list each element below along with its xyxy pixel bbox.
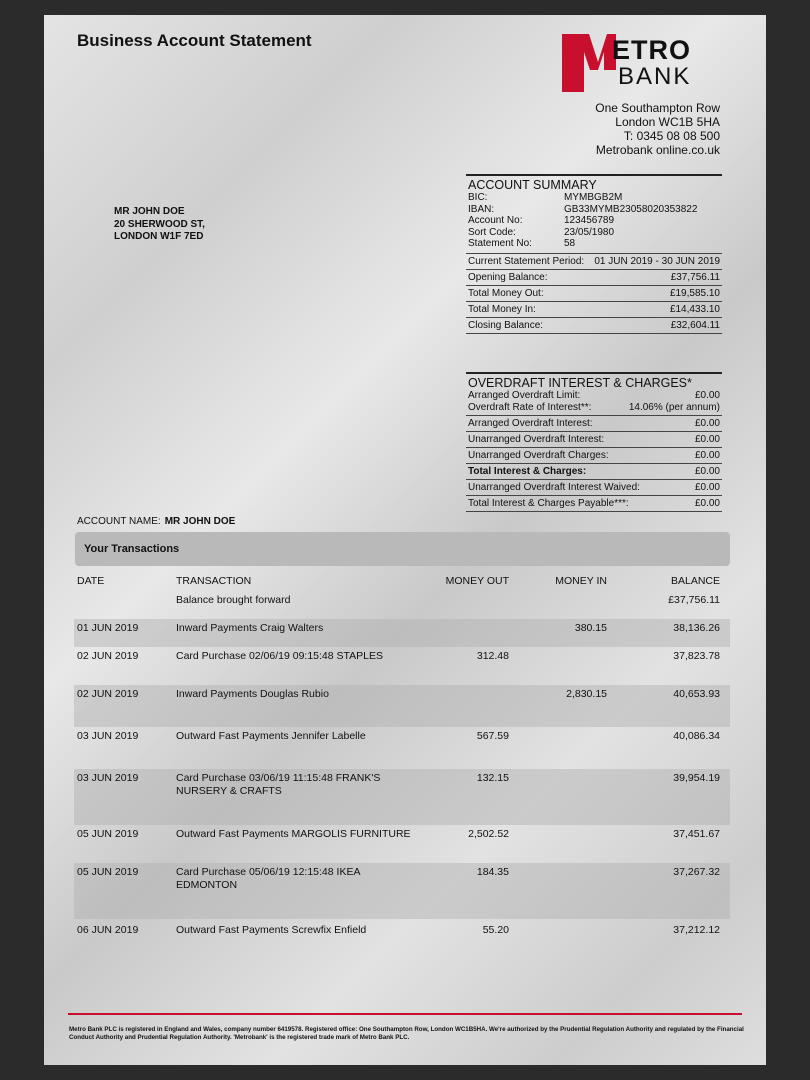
row-balance: 37,823.78 [673,650,720,662]
row-money-out: 567.59 [476,730,509,742]
table-header [74,571,730,591]
logo-text-bottom: BANK [618,63,692,90]
summary-row [466,253,722,270]
logo-text-top: ETRO [612,35,692,65]
account-summary [466,174,722,334]
row-money-out: 312.48 [476,650,509,662]
overdraft-charges [466,372,722,512]
summary-value: £19,585.10 [669,287,720,299]
summary-row [466,286,722,302]
column-header-money-out: MONEY OUT [445,575,509,587]
column-header-balance: BALANCE [670,575,720,587]
bank-address [595,101,720,157]
row-date [74,594,176,619]
overdraft-limit-label: Arranged Overdraft Limit: [468,390,581,401]
detail-value: MYMBGB2M [564,192,623,203]
row-date: 05 JUN 2019 [77,866,139,878]
detail-value: 123456789 [564,215,615,226]
customer-city: LONDON W1F 7ED [114,231,204,242]
row-balance: 39,954.19 [673,772,720,784]
row-money-in [509,730,607,769]
overdraft-value: £0.00 [694,498,720,509]
overdraft-row [466,496,722,512]
row-money-out: 2,502.52 [468,828,509,840]
row-description: Outward Fast Payments Screwfix Enfield [176,924,367,936]
overdraft-row [466,480,722,496]
overdraft-limit-value: £0.00 [694,390,720,401]
summary-label: Closing Balance: [468,319,544,331]
row-description: Outward Fast Payments MARGOLIS FURNITURE [176,828,411,840]
metro-m-logo-mark [562,30,616,92]
summary-detail [466,227,722,239]
row-money-in [509,924,607,949]
summary-detail [466,192,722,204]
row-description: Card Purchase 02/06/19 09:15:48 STAPLES [176,650,384,662]
customer-name: MR JOHN DOE [114,206,185,217]
detail-label: BIC: [468,192,488,203]
overdraft-value: £0.00 [694,466,720,477]
table-row [74,619,730,647]
summary-value: £37,756.11 [670,271,720,283]
row-money-in [509,772,607,825]
table-row [74,685,730,727]
account-name-label: ACCOUNT NAME: [77,516,161,527]
table-row [74,769,730,825]
summary-detail [466,238,722,250]
row-money-in [509,828,607,863]
detail-value: 23/05/1980 [564,226,615,238]
detail-label: Account No: [468,215,523,226]
summary-detail [466,204,722,216]
summary-label: Total Money Out: [468,287,544,299]
detail-label: IBAN: [468,203,495,215]
row-balance: 40,653.93 [673,688,720,700]
overdraft-label: Unarranged Overdraft Interest: [468,434,605,445]
table-row [74,727,730,769]
overdraft-label: Unarranged Overdraft Interest Waived: [468,482,640,493]
overdraft-row [466,415,722,432]
row-money-in: 380.15 [574,622,607,634]
bank-address-line: One Southampton Row [595,101,720,115]
row-date: 02 JUN 2019 [77,650,139,662]
overdraft-value: £0.00 [694,450,720,461]
row-description: Inward Payments Douglas Rubio [176,688,329,700]
row-money-out [411,688,509,727]
row-balance: 38,136.26 [673,622,720,634]
bank-phone: T: 0345 08 08 500 [623,129,720,143]
column-header-money-in: MONEY IN [555,575,607,587]
row-date: 03 JUN 2019 [77,772,139,784]
summary-label: Current Statement Period: [468,255,585,267]
table-row [74,863,730,919]
account-name [77,516,235,527]
row-description: Card Purchase 03/06/19 11:15:48 FRANK'S NURSERY & CRAFTS [176,772,381,797]
bank-address-line: London WC1B 5HA [615,115,720,129]
document-title: Business Account Statement [77,31,312,50]
overdraft-heading: OVERDRAFT INTEREST & CHARGES* [466,372,722,390]
summary-detail [466,215,722,227]
row-date: 06 JUN 2019 [77,924,139,936]
account-name-value: MR JOHN DOE [164,516,236,527]
table-row [74,647,730,685]
detail-value: GB33MYMB23058020353822 [564,203,698,215]
row-money-out: 132.15 [476,772,509,784]
row-money-in: 2,830.15 [566,688,607,700]
row-date: 02 JUN 2019 [77,688,139,700]
account-summary-heading: ACCOUNT SUMMARY [466,174,722,192]
statement-page [44,15,766,1065]
column-header-transaction: TRANSACTION [176,575,252,587]
row-money-out: 184.35 [476,866,509,878]
row-money-in [509,866,607,919]
overdraft-label: Total Interest & Charges Payable***: [468,498,629,509]
table-row [74,825,730,863]
row-description: Card Purchase 05/06/19 12:15:48 IKEA EDMONTON [176,866,360,891]
overdraft-value: £0.00 [694,482,720,493]
row-description: Balance brought forward [176,594,291,606]
row-description: Outward Fast Payments Jennifer Labelle [176,730,366,742]
summary-value: £32,604.11 [670,319,720,331]
overdraft-label: Arranged Overdraft Interest: [468,418,593,429]
row-date: 05 JUN 2019 [77,828,139,840]
row-money-out [411,594,509,619]
transactions-table [74,571,730,949]
row-balance: £37,756.11 [668,594,720,606]
table-row [74,591,730,619]
overdraft-limit [466,390,722,402]
row-balance: 37,451.67 [673,828,720,840]
row-balance: 40,086.34 [673,730,720,742]
column-header-date: DATE [77,575,105,587]
overdraft-row [466,432,722,448]
row-money-out [411,622,509,647]
row-money-in [509,594,607,619]
footer-legal-text: Metro Bank PLC is registered in England and Wales, company number 6419578. Registered office: One Southampton Row, London WC1B5HA. We're authorized by the Prudential Regulation Authority and regulated by the Financial Conduct Authority and Prudential Regulation Authority. 'Metrobank' is the registered trade mark of Metro Bank PLC. [69,1026,744,1041]
bank-website: Metrobank online.co.uk [595,143,720,157]
footer-divider [68,1013,742,1015]
summary-row [466,302,722,318]
row-money-out: 55.20 [482,924,509,936]
transactions-heading: Your Transactions [75,532,730,566]
overdraft-row [466,464,722,480]
overdraft-rate-value: 14.06% (per annum) [628,401,720,413]
row-money-in [509,650,607,685]
customer-street: 20 SHERWOOD ST, [114,218,205,230]
overdraft-value: £0.00 [694,434,720,445]
summary-label: Total Money In: [468,303,536,315]
overdraft-row [466,448,722,464]
summary-label: Opening Balance: [468,271,548,283]
row-balance: 37,267.32 [673,866,720,878]
summary-row [466,318,722,334]
overdraft-label: Unarranged Overdraft Charges: [468,450,609,461]
metro-bank-logo [562,30,722,92]
overdraft-rate [466,402,722,414]
overdraft-label: Total Interest & Charges: [468,466,587,477]
overdraft-rate-label: Overdraft Rate of Interest**: [468,401,592,413]
overdraft-value: £0.00 [694,418,720,429]
detail-label: Statement No: [468,238,532,249]
row-date: 01 JUN 2019 [77,622,139,634]
row-description: Inward Payments Craig Walters [176,622,324,634]
table-row [74,919,730,949]
customer-address [114,206,205,244]
detail-label: Sort Code: [468,226,516,238]
detail-value: 58 [564,238,576,249]
row-date: 03 JUN 2019 [77,730,139,742]
summary-value: 01 JUN 2019 - 30 JUN 2019 [594,255,720,267]
summary-row [466,270,722,286]
summary-value: £14,433.10 [669,303,720,315]
row-balance: 37,212.12 [673,924,720,936]
